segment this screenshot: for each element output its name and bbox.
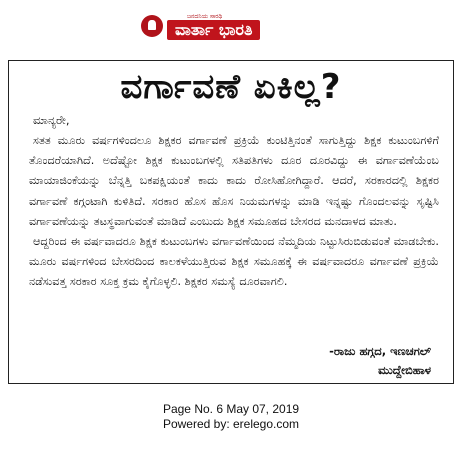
letter-headline: ವರ್ಗಾವಣೆ ಏಕಿಲ್ಲ? — [120, 67, 342, 107]
masthead-title: ವಾರ್ತಾ ಭಾರತಿ — [167, 20, 260, 40]
masthead — [141, 10, 321, 42]
page-footer — [0, 402, 462, 432]
letter-signature-name: -ರಾಜು ಹಗ್ಗದ, ಇಣಚಗಲ್ — [329, 344, 431, 358]
masthead-text — [167, 13, 260, 40]
newspaper-emblem-icon — [141, 15, 163, 37]
page-info: Page No. 6 May 07, 2019 — [162, 402, 300, 416]
letter-paragraph-1: ಸತತ ಮೂರು ವರ್ಷಗಳಿಂದಲೂ ಶಿಕ್ಷಕರ ವರ್ಗಾವಣೆ ಪ್ರಕ್ರಿಯೆ ಕುಂಟಿತ್ತಿನಂತೆ ಸಾಗುತ್ತಿದ್ದು ಶಿಕ್ಷಕ ಕುಟುಂಬಗಳಿಗೆ ತೊಂದರೆಯಾಗಿದೆ. ಅದೆಷ್ಟೋ ಶಿಕ್ಷಕ ಕುಟುಂಬಗಳಲ್ಲಿ ಸತಿಪತಿಗಳು ದೂರ ದೂರವಿದ್ದು ಈ ವರ್ಗಾವಣೆಯೆಂಬ ಮಾಯಾಜಿಂಕೆಯನ್ನು ಬೆನ್ನತ್ತಿ ಬಕಪಕ್ಷಿಯಂತೆ ಕಾದು ಕಾದು ರೋಸಿಹೋಗಿದ್ದಾರೆ. ಆದರೆ, ಸರಕಾರದಲ್ಲಿ ಶಿಕ್ಷಕರ ವರ್ಗಾವಣೆ ಕಗ್ಗಂಟಾಗಿ ಕುಳಿತಿದೆ. ಸರಕಾರ ಹೊಸ ಹೊಸ ನಿಯಮಗಳನ್ನು ಮಾಡಿ ಇನ್ನಷ್ಟು ಗೊಂದಲವನ್ನು ಸೃಷ್ಟಿಸಿ ವರ್ಗಾವಣೆಯನ್ನು ತಟಸ್ಥವಾಗುವಂತೆ ಮಾಡಿದೆ ಎಂಬುದು ಶಿಕ್ಷಕ ಸಮೂಹದ ಬೇಸರದ ಮನದಾಳದ ಮಾತು. — [29, 134, 439, 228]
powered-by: Powered by: erelego.com — [162, 417, 300, 431]
letter-greeting: ಮಾನ್ಯರೇ, — [33, 113, 70, 127]
letter-signature-place: ಮುದ್ದೇಬಿಹಾಳ — [378, 363, 431, 377]
letter-body — [29, 131, 439, 293]
letter-paragraph-2: ಆದ್ದರಿಂದ ಈ ವರ್ಷವಾದರೂ ಶಿಕ್ಷಕ ಕುಟುಂಬಗಳು ವರ್ಗಾವಣೆಯಿಂದ ನೆಮ್ಮದಿಯ ನಿಟ್ಟುಸಿರುಬಿಡುವಂತೆ ಮಾಡಬೇಕು. ಮೂರು ವರ್ಷಗಳಿಂದ ಬೇಸರದಿಂದ ಕಾಲಕಳೆಯುತ್ತಿರುವ ಶಿಕ್ಷಕ ಸಮೂಹಕ್ಕೆ ಈ ವರ್ಷವಾದರೂ ವರ್ಗಾವಣೆ ಪ್ರಕ್ರಿಯೆ ನಡೆಸುವತ್ತ ಸರಕಾರ ಸೂಕ್ತ ಕ್ರಮ ಕೈಗೊಳ್ಳಲಿ. ಶಿಕ್ಷಕರ ಸಮಸ್ಯೆ ದೂರವಾಗಲಿ. — [29, 235, 439, 289]
masthead-tagline: ಜನದನಿಯ ಸಾರಥಿ — [187, 12, 223, 20]
letter-box — [8, 60, 454, 384]
